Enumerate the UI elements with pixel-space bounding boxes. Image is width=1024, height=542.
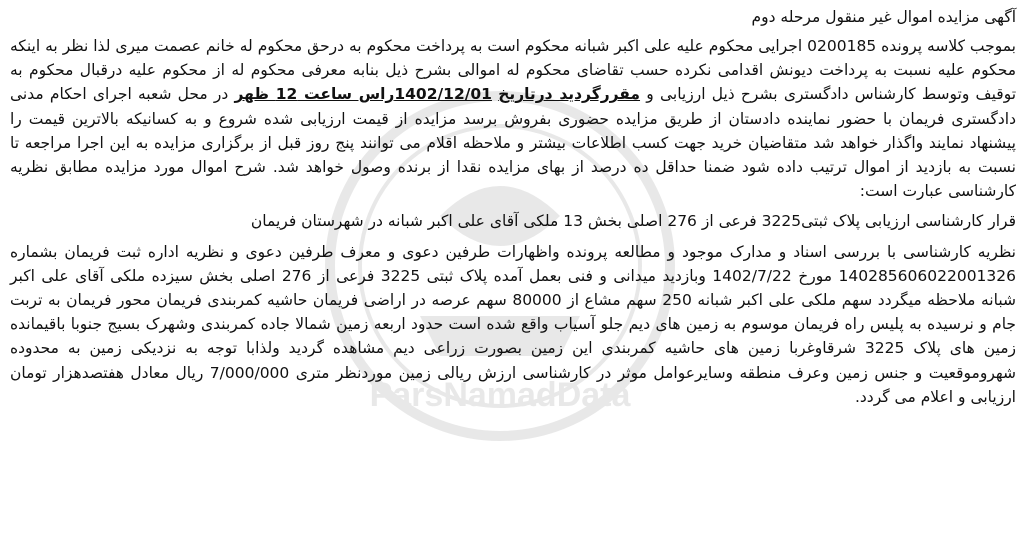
notice-title: آگهی مزایده اموال غیر منقول مرحله دوم xyxy=(751,8,1016,26)
intro-text-part1: بموجب کلاسه پرونده 0200185 اجرایی محکوم علیه علی اکبر شبانه محکوم است به پرداخت محکوم به درحق محکوم له خانم عصمت میری لذا نظر به اینکه محکوم علیه نسبت به پرداخت دیونش اقدامی نکرده حسب تقاضای محکوم له اموالی بشرح ذیل بنابه معرفی محکوم له از محکوم علیه درقبال محکوم به توقیف وتوسط کارشناس دادگستری بشرح ذیل ارزیابی و xyxy=(10,37,1017,104)
intro-text-part2: در محل شعبه اجرای احکام مدنی دادگستری فریمان با حضور نماینده دادستان از طریق مزایده حضوری بفروش برسد مزایده از قیمت ارزیابی شده شروع و به کسانیکه بالاترین قیمت را پیشنهاد نمایند واگذار خواهد شد متقاضیان خرید جهت کسب اطلاعات بیشتر و ملاحظه اقلام می توانند پنج روز قبل از برگزاری مزایده به این اجرا مراجعه تا نسبت به بازدید از اموال ترتیب داده شود ضمنا حداقل ده درصد از بهای مزایده نقدا از برنده وصول خواهد شد. شرح اموال مورد مزایده مطابق نظریه کارشناسی عبارت است: xyxy=(10,85,1016,201)
appraisal-heading: قرار کارشناسی ارزیابی پلاک ثبتی3225 فرعی از 276 اصلی بخش 13 ملکی آقای علی اکبر شبانه در شهرستان فریمان xyxy=(250,212,1016,231)
auction-date-label: مقررگردید درتاریخ xyxy=(498,85,641,104)
watermark-text: ParsNamadData xyxy=(369,376,631,414)
notice-page xyxy=(10,6,1016,538)
appraisal-body: نظریه کارشناسی با بررسی اسناد و مدارک موجود و مطالعه پرونده واظهارات طرفین دعوی و معرف طرفین دعوی و نظریه اداره ثبت فریمان بشماره 140285606022001326 مورخ 1402/7/22 وبازدید میدانی و فنی بعمل آمده پلاک ثبتی 3225 فرعی از 276 اصلی بخش سیزده ملکی آقای علی اکبر شبانه ملاحظه میگردد سهم ملکی علی اکبر شبانه 250 سهم مشاع از 80000 سهم عرصه در اراضی فریمان حاشیه کمربندی فریمان محور فریمان به تربت جام و نرسیده به پلیس راه فریمان موسوم به زمین های دیم جلو آسیاب واقع شده است حدود اربعه زمین شمالا جاده کمربندی وشهرک بسیج جنوبا باقیمانده زمین های پلاک 3225 شرقاوغربا زمین های حاشیه کمربندی این زمین بصورت زراعی دیم مشاهده گردید ولذابا توجه به نزدیکی زمین به محدوده شهروموقعیت و جنس زمین وعرف منطقه وسایرعوامل موثر در کارشناسی ارزش ریالی زمین موردنظر متری 7/000/000 ریال معادل هفتصدهزار تومان ارزیابی و اعلام می گردد. xyxy=(10,242,1017,406)
auction-date-time: 1402/12/01راس ساعت 12 ظهر xyxy=(234,85,492,104)
notice-intro-paragraph xyxy=(10,34,1016,203)
